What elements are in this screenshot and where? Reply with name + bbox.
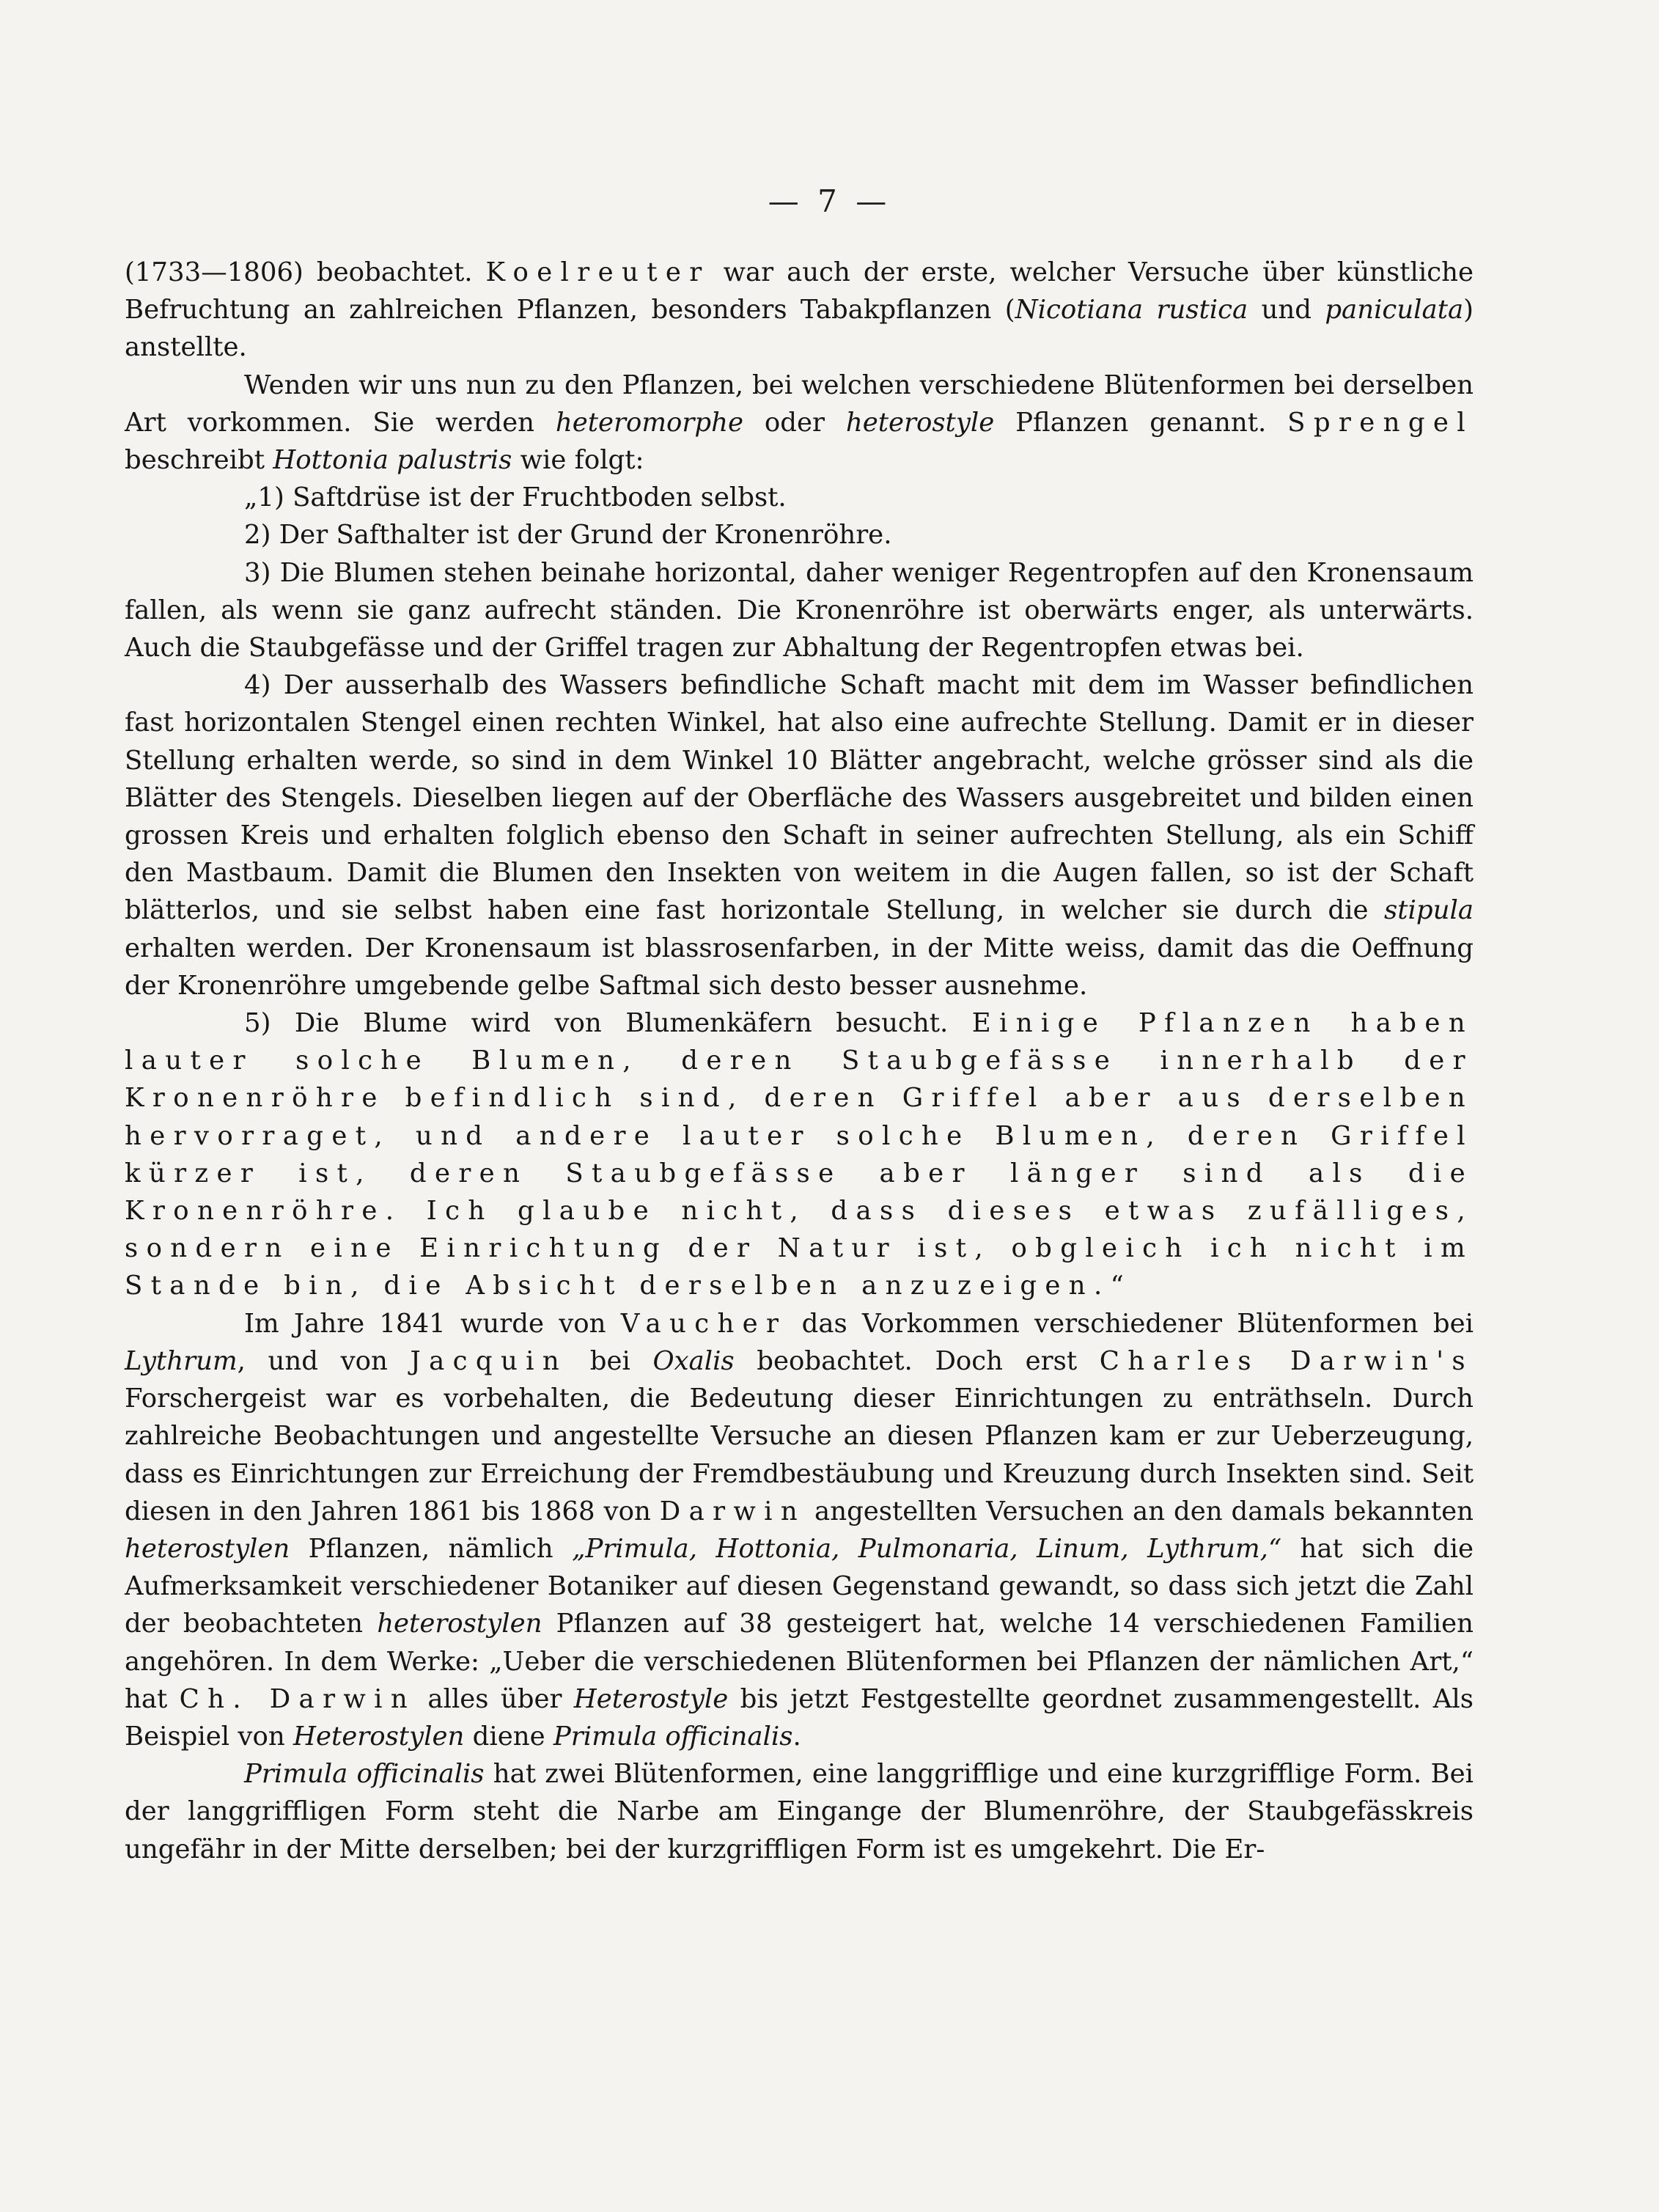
- text-run: (1733—1806) beobachtet.: [125, 257, 486, 287]
- term: heteromorphe: [555, 407, 743, 438]
- text-run: 5) Die Blume wird von Blumenkäfern besucht.: [244, 1008, 972, 1039]
- author-name: Sprengel: [1287, 407, 1474, 438]
- text-run: Pflanzen auf 38 gesteigert hat, welche 14 verschiedenen Familien angehören. In dem Werke: „Ueber die verschiedenen Blütenformen bei Pflanzen der nämlichen Art,“ hat: [125, 1609, 1474, 1714]
- paragraph-koelreuter: [125, 254, 1474, 367]
- term: stipula: [1384, 895, 1474, 926]
- species-name: Primula officinalis: [553, 1721, 793, 1752]
- text-run: Im Jahre 1841 wurde von: [244, 1308, 621, 1339]
- page-number: — 7 —: [768, 183, 891, 219]
- paragraph-primula: [125, 1755, 1474, 1868]
- quote-item-5: [125, 1004, 1474, 1305]
- term: heterostylen: [125, 1533, 290, 1564]
- text-run: .: [792, 1721, 801, 1752]
- text-run: alles über: [416, 1683, 574, 1714]
- text-run: Forschergeist war es vorbehalten, die Bedeutung dieser Einrichtungen zu enträthseln. Durch zahlreiche Beobachtungen und angestellte Versuche an diesen Pflanzen kam er zur Ueberzeugung, dass es Einrichtungen zur Erreichung der Fremdbestäubung und Kreuzung durch Insekten sind. Seit diesen in den Jahren 1861 bis 1868 von: [125, 1384, 1474, 1526]
- text-run: das Vorkommen verschiedener Blütenformen bei: [787, 1308, 1474, 1339]
- quote-item-1: „1) Saftdrüse ist der Fruchtboden selbst.: [244, 482, 787, 513]
- species-name: paniculata: [1325, 295, 1464, 326]
- author-name: Charles Darwin's: [1099, 1345, 1474, 1376]
- text-run: war auch der erste, welcher Versuche über künstliche Befruchtung an zahlreichen Pflanzen, besonders Tabakpflanzen (: [125, 257, 1474, 326]
- paragraph-heterostyle-intro: [125, 367, 1474, 479]
- author-name: Ch. Darwin: [179, 1683, 416, 1714]
- text-run: beobachtet. Doch erst: [734, 1345, 1100, 1376]
- author-name: Koelreuter: [485, 257, 710, 287]
- text-run: diene: [464, 1721, 553, 1752]
- text-run: angestellten Versuchen an den damals bekannten: [806, 1496, 1474, 1526]
- species-name: Nicotiana rustica: [1015, 295, 1248, 326]
- text-run: beschreibt: [125, 445, 273, 476]
- species-list: „Primula, Hottonia, Pulmonaria, Linum, Lythrum,“: [572, 1533, 1282, 1564]
- quote-item-2: 2) Der Safthalter ist der Grund der Kronenröhre.: [244, 520, 892, 551]
- species-name: Primula officinalis: [244, 1759, 485, 1790]
- quote-item-3: 3) Die Blumen stehen beinahe horizontal, daher weniger Regentropfen auf den Kronensaum fallen, als wenn sie ganz aufrecht ständen. Die Kronenröhre ist oberwärts enger, als unterwärts. Auch die Staubgefässe und der Griffel tragen zur Abhaltung der Regentropfen etwas bei.: [125, 557, 1474, 664]
- text-run: bis jetzt Festgestellte geordnet zusammengestellt. Als Beispiel von: [125, 1683, 1474, 1752]
- term: heterostylen: [377, 1609, 542, 1639]
- term: Heterostyle: [573, 1683, 729, 1714]
- term: Heterostylen: [293, 1721, 465, 1752]
- author-name: Darwin: [659, 1496, 806, 1526]
- author-name: Jacquin: [410, 1345, 568, 1376]
- text-run: hat sich die Aufmerksamkeit verschiedener Botaniker auf diesen Gegenstand gewandt, so dass sich jetzt die Zahl der beobachteten: [125, 1533, 1474, 1639]
- species-name: Oxalis: [652, 1345, 735, 1376]
- text-run: bei: [567, 1345, 653, 1376]
- text-run: oder: [743, 407, 846, 438]
- text-run: und: [1248, 295, 1325, 326]
- quote-item-4: [125, 666, 1474, 1004]
- text-run: Pflanzen, nämlich: [290, 1533, 573, 1564]
- text-run: wie folgt:: [512, 445, 644, 476]
- species-name: Lythrum: [125, 1345, 238, 1376]
- term: heterostyle: [845, 407, 995, 438]
- text-run: hat zwei Blütenformen, eine langgrifflige und eine kurzgrifflige Form. Bei der langgriffligen Form steht die Narbe am Eingange der Blumenröhre, der Staubgefässkreis ungefähr in der Mitte derselben; bei der kurzgriffligen Form ist es umgekehrt. Die Er-: [125, 1759, 1474, 1864]
- spaced-emphasis: Einige Pflanzen haben lauter solche Blumen, deren Staubgefässe innerhalb der Kronenröhre befindlich sind, deren Griffel aber aus derselben hervorraget, und andere lauter solche Blumen, deren Griffel kürzer ist, deren Staubgefässe aber länger sind als die Kronenröhre. Ich glaube nicht, dass dieses etwas zufälliges, sondern eine Einrichtung der Natur ist, obgleich ich nicht im Stande bin, die Absicht derselben anzuzeigen.“: [125, 1008, 1474, 1301]
- text-run: 4) Der ausserhalb des Wassers befindliche Schaft macht mit dem im Wasser befindlichen fast horizontalen Stengel einen rechten Winkel, hat also eine aufrechte Stellung. Damit er in dieser Stellung erhalten werde, so sind in dem Winkel 10 Blätter angebracht, welche grösser sind als die Blätter des Stengels. Dieselben liegen auf der Oberfläche des Wassers ausgebreitet und bilden einen grossen Kreis und erhalten folglich ebenso den Schaft in seiner aufrechten Stellung, als ein Schiff den Mastbaum. Damit die Blumen den Insekten von weitem in die Augen fallen, so ist der Schaft blätterlos, und sie selbst haben eine fast horizontale Stellung, in welcher sie durch die: [125, 670, 1474, 926]
- body-text: [125, 254, 1474, 1868]
- text-run: Pflanzen genannt.: [994, 407, 1288, 438]
- text-run: Wenden wir uns nun zu den Pflanzen, bei welchen verschiedene Blütenformen bei derselben Art vorkommen. Sie werden: [125, 370, 1474, 438]
- paragraph-darwin: [125, 1305, 1474, 1755]
- text-run: erhalten werden. Der Kronensaum ist blassrosenfarben, in der Mitte weiss, damit das die Oeffnung der Kronenröhre umgebende gelbe Saftmal sich desto besser ausnehme.: [125, 933, 1474, 1001]
- species-name: Hottonia palustris: [273, 445, 512, 476]
- text-run: ) anstellte.: [125, 295, 1474, 363]
- author-name: Vaucher: [620, 1308, 787, 1339]
- text-run: , und von: [237, 1345, 411, 1376]
